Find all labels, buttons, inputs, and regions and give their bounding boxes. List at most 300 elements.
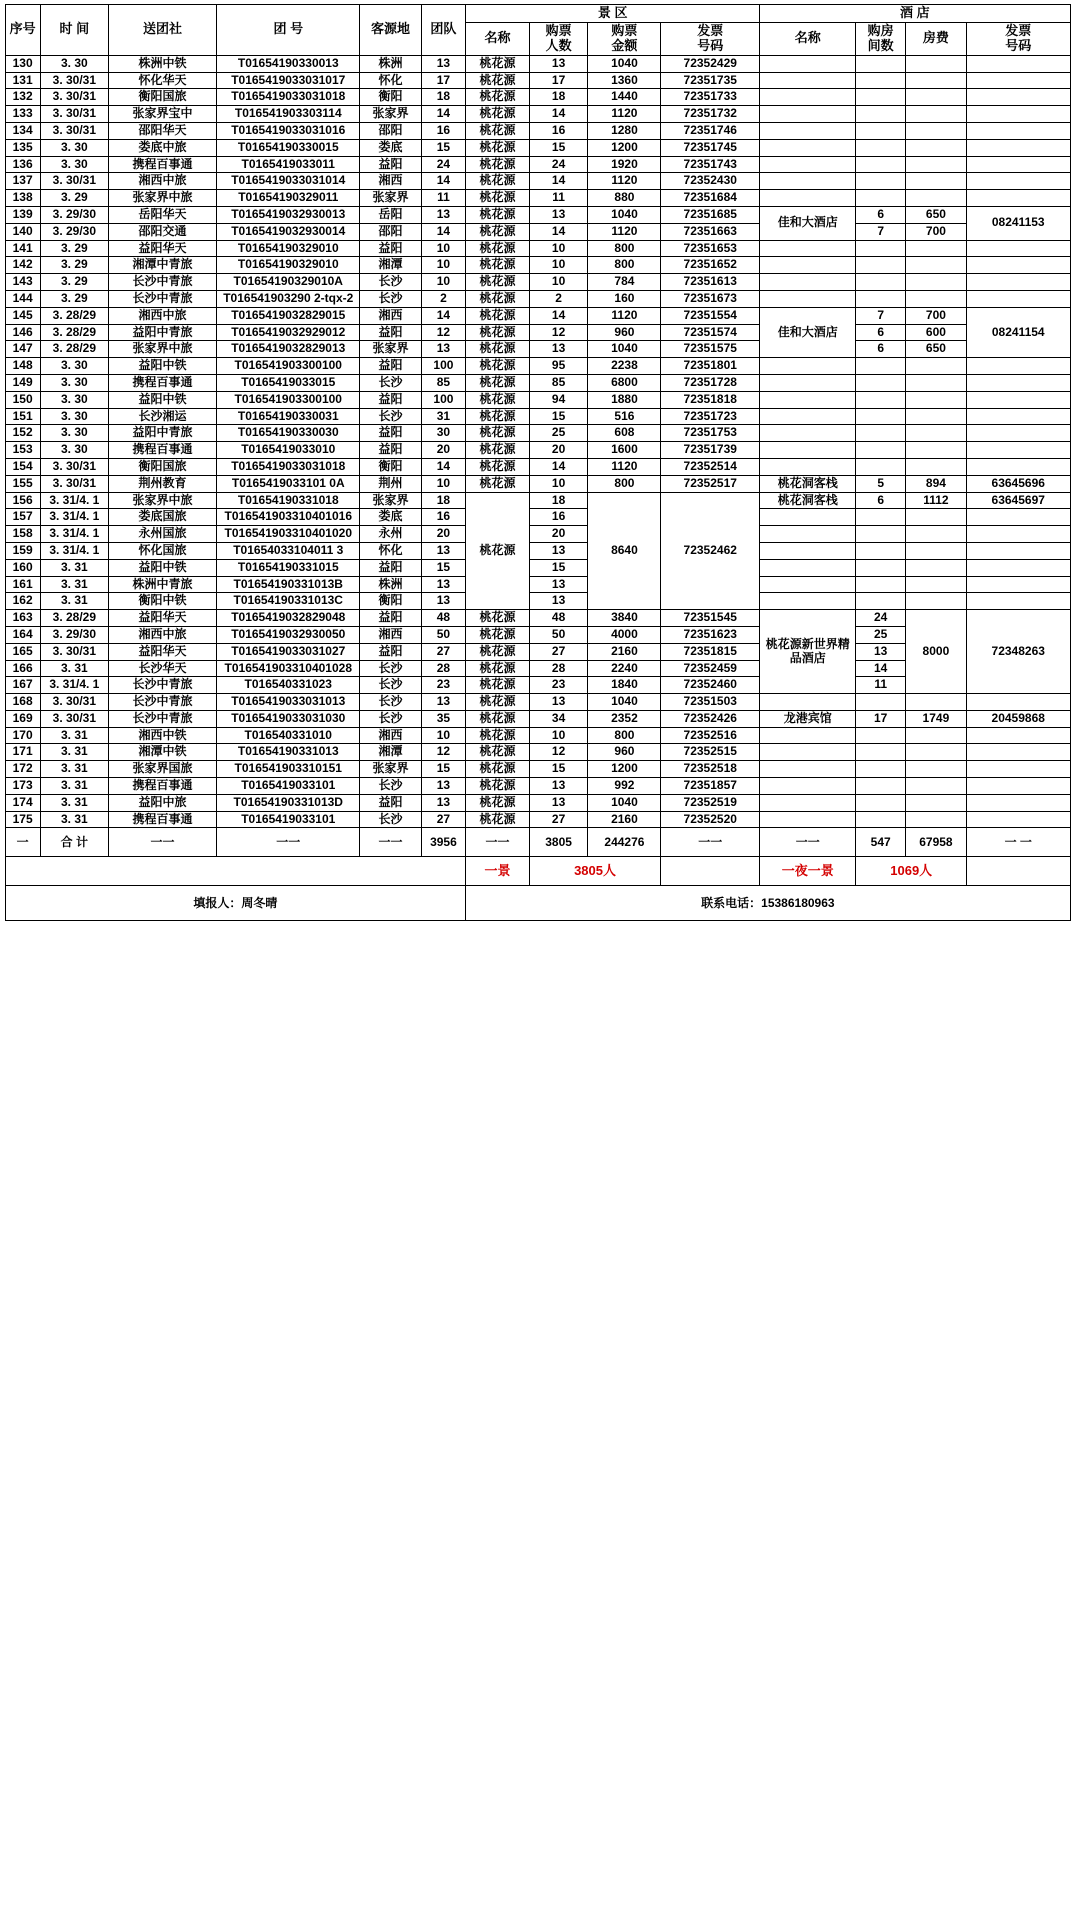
header-hotel-rooms <box>856 22 905 55</box>
cell-hotel-fee <box>905 55 966 72</box>
cell-scenic-people: 23 <box>529 677 588 694</box>
cell-time: 3. 29 <box>40 274 108 291</box>
cell-scenic-name: 桃花源 <box>466 89 529 106</box>
table-row <box>5 576 1070 593</box>
cell-hotel-rooms <box>856 190 905 207</box>
cell-team: 10 <box>421 274 466 291</box>
cell-scenic-amount: 1040 <box>588 794 661 811</box>
cell-no: 147 <box>5 341 40 358</box>
cell-scenic-name: 桃花源 <box>466 475 529 492</box>
cell-hotel-rooms <box>856 593 905 610</box>
cell-team: 35 <box>421 710 466 727</box>
cell-scenic-amount: 1600 <box>588 442 661 459</box>
header-scenic-invoice <box>661 22 760 55</box>
cell-hotel-rooms: 7 <box>856 223 905 240</box>
cell-scenic-amount-merged: 8640 <box>588 492 661 610</box>
cell-hotel-fee <box>905 257 966 274</box>
cell-scenic-amount: 880 <box>588 190 661 207</box>
cell-hotel-rooms <box>856 542 905 559</box>
cell-scenic-people: 27 <box>529 811 588 828</box>
cell-hotel-rooms <box>856 727 905 744</box>
cell-hotel-fee <box>905 408 966 425</box>
cell-agency: 娄底国旅 <box>108 509 216 526</box>
cell-scenic-people: 11 <box>529 190 588 207</box>
cell-scenic-name: 桃花源 <box>466 391 529 408</box>
cell-no: 174 <box>5 794 40 811</box>
cell-hotel-rooms <box>856 156 905 173</box>
cell-group: T0165419033031013 <box>217 694 360 711</box>
header-team: 团队 <box>421 5 466 56</box>
cell-no: 173 <box>5 778 40 795</box>
cell-scenic-people: 20 <box>529 526 588 543</box>
cell-hotel-rooms <box>856 173 905 190</box>
total-row <box>5 828 1070 857</box>
cell-agency: 荆州教育 <box>108 475 216 492</box>
table-row <box>5 425 1070 442</box>
cell-scenic-amount: 2160 <box>588 643 661 660</box>
cell-group: T01654190329010 <box>217 240 360 257</box>
cell-team: 16 <box>421 509 466 526</box>
cell-scenic-people: 14 <box>529 173 588 190</box>
cell-hotel-rooms: 6 <box>856 492 905 509</box>
cell-hotel-fee <box>905 123 966 140</box>
cell-hotel-rooms <box>856 139 905 156</box>
header-source: 客源地 <box>360 5 421 56</box>
cell-scenic-invoice: 72352518 <box>661 761 760 778</box>
cell-source: 张家界 <box>360 492 421 509</box>
cell-time: 3. 28/29 <box>40 341 108 358</box>
cell-agency: 湘西中旅 <box>108 307 216 324</box>
cell-hotel-fee: 700 <box>905 223 966 240</box>
table-row <box>5 341 1070 358</box>
cell-scenic-name: 桃花源 <box>466 610 529 627</box>
cell-group: T01654190330013 <box>217 55 360 72</box>
cell-no: 137 <box>5 173 40 190</box>
cell-hotel-invoice <box>966 442 1070 459</box>
cell-team: 20 <box>421 442 466 459</box>
cell-no: 134 <box>5 123 40 140</box>
cell-hotel-rooms: 6 <box>856 341 905 358</box>
cell-agency: 长沙中青旅 <box>108 694 216 711</box>
cell-scenic-name: 桃花源 <box>466 173 529 190</box>
header-hotel-group: 酒 店 <box>760 5 1070 23</box>
cell-scenic-invoice: 72351653 <box>661 240 760 257</box>
table-row <box>5 190 1070 207</box>
cell-scenic-name: 桃花源 <box>466 290 529 307</box>
table-row <box>5 358 1070 375</box>
cell-time: 3. 31 <box>40 761 108 778</box>
cell-group: T016540331010 <box>217 727 360 744</box>
cell-scenic-name: 桃花源 <box>466 374 529 391</box>
cell-hotel-fee: 8000 <box>905 610 966 694</box>
cell-hotel-fee: 894 <box>905 475 966 492</box>
cell-group: T016541903310401020 <box>217 526 360 543</box>
cell-no: 161 <box>5 576 40 593</box>
cell-time: 3. 30 <box>40 425 108 442</box>
cell-hotel-rooms: 5 <box>856 475 905 492</box>
cell-hotel-fee <box>905 761 966 778</box>
cell-scenic-invoice: 72351739 <box>661 442 760 459</box>
cell-scenic-invoice: 72351745 <box>661 139 760 156</box>
cell-no: 148 <box>5 358 40 375</box>
cell-hotel-rooms: 24 <box>856 610 905 627</box>
cell-scenic-invoice: 72352517 <box>661 475 760 492</box>
cell-scenic-invoice: 72351613 <box>661 274 760 291</box>
header-hotel-invoice-label: 发票 <box>1005 22 1032 38</box>
header-scenic-money-label: 金额 <box>611 37 638 53</box>
cell-hotel-invoice <box>966 593 1070 610</box>
cell-no: 162 <box>5 593 40 610</box>
cell-scenic-amount: 1440 <box>588 89 661 106</box>
cell-source: 益阳 <box>360 240 421 257</box>
cell-scenic-people: 15 <box>529 559 588 576</box>
header-scenic-invoice-label: 发票 <box>697 22 724 38</box>
cell-time: 3. 30/31 <box>40 106 108 123</box>
cell-hotel-rooms <box>856 374 905 391</box>
cell-hotel-name <box>760 778 856 795</box>
cell-group: T01654190331018 <box>217 492 360 509</box>
cell-hotel-invoice <box>966 106 1070 123</box>
cell-time: 3. 31/4. 1 <box>40 677 108 694</box>
cell-no: 142 <box>5 257 40 274</box>
cell-group: T0165419033101 <box>217 811 360 828</box>
cell-hotel-rooms: 6 <box>856 324 905 341</box>
cell-hotel-fee <box>905 156 966 173</box>
cell-hotel-rooms <box>856 778 905 795</box>
cell-hotel-rooms <box>856 106 905 123</box>
header-no: 序号 <box>5 5 40 56</box>
table-row <box>5 391 1070 408</box>
cell-time: 3. 28/29 <box>40 324 108 341</box>
cell-time: 3. 29 <box>40 190 108 207</box>
cell-scenic-amount: 800 <box>588 240 661 257</box>
cell-scenic-name: 桃花源 <box>466 240 529 257</box>
cell-time: 3. 30 <box>40 358 108 375</box>
cell-hotel-rooms <box>856 442 905 459</box>
cell-hotel-invoice <box>966 526 1070 543</box>
header-hotel-fee: 房费 <box>905 22 966 55</box>
table-row <box>5 475 1070 492</box>
header-scenic-group: 景 区 <box>466 5 760 23</box>
cell-hotel-fee <box>905 391 966 408</box>
cell-scenic-name: 桃花源 <box>466 694 529 711</box>
cell-hotel-name <box>760 509 856 526</box>
cell-scenic-people: 48 <box>529 610 588 627</box>
cell-scenic-invoice-merged: 72352462 <box>661 492 760 610</box>
cell-agency: 长沙中青旅 <box>108 710 216 727</box>
cell-scenic-amount: 1040 <box>588 55 661 72</box>
total-hotel-rooms: 547 <box>856 828 905 857</box>
cell-group: T016541903310151 <box>217 761 360 778</box>
table-row <box>5 290 1070 307</box>
summary-blank-mid <box>661 857 760 886</box>
cell-team: 17 <box>421 72 466 89</box>
cell-no: 153 <box>5 442 40 459</box>
cell-hotel-rooms <box>856 526 905 543</box>
cell-hotel-fee <box>905 358 966 375</box>
header-time: 时 间 <box>40 5 108 56</box>
summary-blank-right <box>966 857 1070 886</box>
cell-scenic-people: 15 <box>529 408 588 425</box>
cell-agency: 岳阳华天 <box>108 206 216 223</box>
cell-hotel-fee: 700 <box>905 307 966 324</box>
cell-scenic-name: 桃花源 <box>466 761 529 778</box>
cell-source: 益阳 <box>360 156 421 173</box>
table-row <box>5 794 1070 811</box>
cell-hotel-invoice <box>966 257 1070 274</box>
cell-time: 3. 29 <box>40 290 108 307</box>
cell-scenic-name: 桃花源 <box>466 626 529 643</box>
cell-group: T016541903300100 <box>217 391 360 408</box>
cell-time: 3. 31 <box>40 559 108 576</box>
cell-scenic-name: 桃花源 <box>466 660 529 677</box>
total-team: 3956 <box>421 828 466 857</box>
cell-team: 24 <box>421 156 466 173</box>
cell-scenic-name: 桃花源 <box>466 794 529 811</box>
cell-scenic-amount: 1200 <box>588 139 661 156</box>
cell-source: 邵阳 <box>360 223 421 240</box>
cell-scenic-invoice: 72352515 <box>661 744 760 761</box>
cell-source: 益阳 <box>360 358 421 375</box>
cell-source: 益阳 <box>360 425 421 442</box>
cell-hotel-fee <box>905 727 966 744</box>
cell-scenic-name: 桃花源 <box>466 727 529 744</box>
cell-group: T0165419033031014 <box>217 173 360 190</box>
summary-scenic-label: 一景 <box>466 857 529 886</box>
table-row <box>5 710 1070 727</box>
cell-group: T016541903310401028 <box>217 660 360 677</box>
cell-team: 48 <box>421 610 466 627</box>
cell-hotel-rooms <box>856 274 905 291</box>
table-row <box>5 559 1070 576</box>
cell-no: 141 <box>5 240 40 257</box>
cell-hotel-invoice <box>966 358 1070 375</box>
cell-hotel-name <box>760 290 856 307</box>
cell-group: T016541903310401016 <box>217 509 360 526</box>
cell-team: 13 <box>421 794 466 811</box>
table-row <box>5 727 1070 744</box>
cell-scenic-people: 13 <box>529 694 588 711</box>
cell-scenic-invoice: 72351746 <box>661 123 760 140</box>
cell-time: 3. 28/29 <box>40 307 108 324</box>
cell-scenic-invoice: 72351801 <box>661 358 760 375</box>
header-scenic-people-label: 人数 <box>545 37 572 53</box>
cell-agency: 张家界中旅 <box>108 341 216 358</box>
cell-hotel-name <box>760 458 856 475</box>
cell-group: T0165419032829015 <box>217 307 360 324</box>
cell-scenic-people: 18 <box>529 89 588 106</box>
cell-scenic-name: 桃花源 <box>466 123 529 140</box>
cell-agency: 湘西中铁 <box>108 727 216 744</box>
table-row <box>5 72 1070 89</box>
total-label: 合 计 <box>40 828 108 857</box>
cell-hotel-fee: 1112 <box>905 492 966 509</box>
cell-scenic-name: 桃花源 <box>466 710 529 727</box>
cell-time: 3. 31 <box>40 794 108 811</box>
cell-time: 3. 31/4. 1 <box>40 542 108 559</box>
cell-time: 3. 30 <box>40 408 108 425</box>
cell-hotel-name: 桃花洞客栈 <box>760 492 856 509</box>
table-row <box>5 257 1070 274</box>
cell-hotel-rooms <box>856 559 905 576</box>
cell-hotel-invoice <box>966 240 1070 257</box>
cell-source: 娄底 <box>360 509 421 526</box>
cell-scenic-invoice: 72351743 <box>661 156 760 173</box>
cell-scenic-invoice: 72352514 <box>661 458 760 475</box>
cell-source: 湘潭 <box>360 744 421 761</box>
cell-agency: 怀化华天 <box>108 72 216 89</box>
cell-scenic-amount: 1200 <box>588 761 661 778</box>
cell-no: 166 <box>5 660 40 677</box>
table-row <box>5 408 1070 425</box>
cell-hotel-invoice <box>966 190 1070 207</box>
cell-scenic-people: 13 <box>529 55 588 72</box>
cell-hotel-invoice <box>966 794 1070 811</box>
cell-source: 岳阳 <box>360 206 421 223</box>
cell-no: 155 <box>5 475 40 492</box>
cell-team: 100 <box>421 358 466 375</box>
cell-hotel-fee <box>905 509 966 526</box>
cell-team: 28 <box>421 660 466 677</box>
cell-scenic-people: 2 <box>529 290 588 307</box>
cell-no: 143 <box>5 274 40 291</box>
cell-hotel-rooms <box>856 744 905 761</box>
cell-scenic-amount: 3840 <box>588 610 661 627</box>
cell-hotel-invoice <box>966 173 1070 190</box>
cell-hotel-invoice: 72348263 <box>966 610 1070 694</box>
header-hotel-invoice <box>966 22 1070 55</box>
cell-hotel-name: 龙港宾馆 <box>760 710 856 727</box>
cell-source: 衡阳 <box>360 89 421 106</box>
cell-source: 长沙 <box>360 811 421 828</box>
summary-scenic-value: 3805人 <box>529 857 661 886</box>
cell-scenic-amount: 1880 <box>588 391 661 408</box>
cell-scenic-people: 10 <box>529 240 588 257</box>
cell-hotel-name: 桃花洞客栈 <box>760 475 856 492</box>
cell-group: T0165419033015 <box>217 374 360 391</box>
cell-team: 20 <box>421 526 466 543</box>
cell-team: 27 <box>421 643 466 660</box>
cell-agency: 邵阳华天 <box>108 123 216 140</box>
cell-group: T01654033104011 3 <box>217 542 360 559</box>
cell-scenic-invoice: 72351728 <box>661 374 760 391</box>
table-header <box>5 5 1070 56</box>
cell-group: T0165419033011 <box>217 156 360 173</box>
cell-scenic-invoice: 72352430 <box>661 173 760 190</box>
cell-hotel-rooms: 13 <box>856 643 905 660</box>
cell-hotel-rooms: 7 <box>856 307 905 324</box>
cell-hotel-invoice: 08241153 <box>966 206 1070 240</box>
cell-hotel-name <box>760 173 856 190</box>
cell-team: 12 <box>421 324 466 341</box>
cell-scenic-amount: 1120 <box>588 173 661 190</box>
table-row <box>5 778 1070 795</box>
cell-scenic-invoice: 72352519 <box>661 794 760 811</box>
cell-source: 湘西 <box>360 727 421 744</box>
cell-scenic-name: 桃花源 <box>466 257 529 274</box>
cell-agency: 湘潭中铁 <box>108 744 216 761</box>
total-scenic-name: 一一 <box>466 828 529 857</box>
cell-source: 湘西 <box>360 307 421 324</box>
cell-hotel-rooms <box>856 72 905 89</box>
header-scenic-invoice-no-label: 号码 <box>697 37 724 53</box>
cell-hotel-rooms: 25 <box>856 626 905 643</box>
cell-scenic-name: 桃花源 <box>466 643 529 660</box>
cell-hotel-name <box>760 156 856 173</box>
cell-no: 146 <box>5 324 40 341</box>
cell-hotel-fee <box>905 794 966 811</box>
cell-scenic-name: 桃花源 <box>466 358 529 375</box>
cell-scenic-amount: 2160 <box>588 811 661 828</box>
cell-source: 益阳 <box>360 391 421 408</box>
cell-group: T016541903290 2-tqx-2 <box>217 290 360 307</box>
cell-agency: 怀化国旅 <box>108 542 216 559</box>
cell-agency: 湘西中旅 <box>108 626 216 643</box>
cell-hotel-name <box>760 240 856 257</box>
cell-scenic-name: 桃花源 <box>466 744 529 761</box>
cell-hotel-rooms <box>856 794 905 811</box>
cell-group: T0165419032929012 <box>217 324 360 341</box>
cell-hotel-name: 佳和大酒店 <box>760 206 856 240</box>
table-row <box>5 123 1070 140</box>
cell-hotel-name <box>760 190 856 207</box>
cell-agency: 益阳中旅 <box>108 794 216 811</box>
cell-agency: 益阳中青旅 <box>108 425 216 442</box>
cell-team: 14 <box>421 223 466 240</box>
cell-time: 3. 30 <box>40 442 108 459</box>
cell-scenic-people: 10 <box>529 475 588 492</box>
cell-team: 14 <box>421 307 466 324</box>
cell-time: 3. 31 <box>40 660 108 677</box>
cell-hotel-invoice <box>966 123 1070 140</box>
cell-agency: 携程百事通 <box>108 811 216 828</box>
cell-scenic-name-merged: 桃花源 <box>466 492 529 610</box>
cell-scenic-invoice: 72352429 <box>661 55 760 72</box>
cell-hotel-invoice <box>966 391 1070 408</box>
cell-team: 31 <box>421 408 466 425</box>
cell-group: T01654190331013B <box>217 576 360 593</box>
cell-no: 160 <box>5 559 40 576</box>
cell-team: 14 <box>421 106 466 123</box>
cell-hotel-fee: 1749 <box>905 710 966 727</box>
cell-hotel-name <box>760 374 856 391</box>
cell-hotel-rooms: 14 <box>856 660 905 677</box>
cell-scenic-people: 25 <box>529 425 588 442</box>
cell-agency: 湘潭中青旅 <box>108 257 216 274</box>
cell-scenic-amount: 1840 <box>588 677 661 694</box>
cell-hotel-name <box>760 727 856 744</box>
cell-time: 3. 30/31 <box>40 173 108 190</box>
cell-scenic-name: 桃花源 <box>466 55 529 72</box>
table-row <box>5 173 1070 190</box>
cell-scenic-invoice: 72351663 <box>661 223 760 240</box>
cell-no: 167 <box>5 677 40 694</box>
cell-scenic-people: 27 <box>529 643 588 660</box>
cell-time: 3. 30/31 <box>40 458 108 475</box>
cell-time: 3. 31 <box>40 778 108 795</box>
cell-time: 3. 30 <box>40 374 108 391</box>
cell-team: 13 <box>421 576 466 593</box>
cell-hotel-name: 桃花源新世界精品酒店 <box>760 610 856 694</box>
cell-source: 益阳 <box>360 324 421 341</box>
cell-group: T0165419033101 0A <box>217 475 360 492</box>
cell-hotel-rooms <box>856 425 905 442</box>
cell-scenic-name: 桃花源 <box>466 442 529 459</box>
cell-hotel-fee <box>905 89 966 106</box>
cell-scenic-people: 16 <box>529 509 588 526</box>
header-hotel-rooms-num-label: 间数 <box>867 37 894 53</box>
cell-source: 益阳 <box>360 794 421 811</box>
